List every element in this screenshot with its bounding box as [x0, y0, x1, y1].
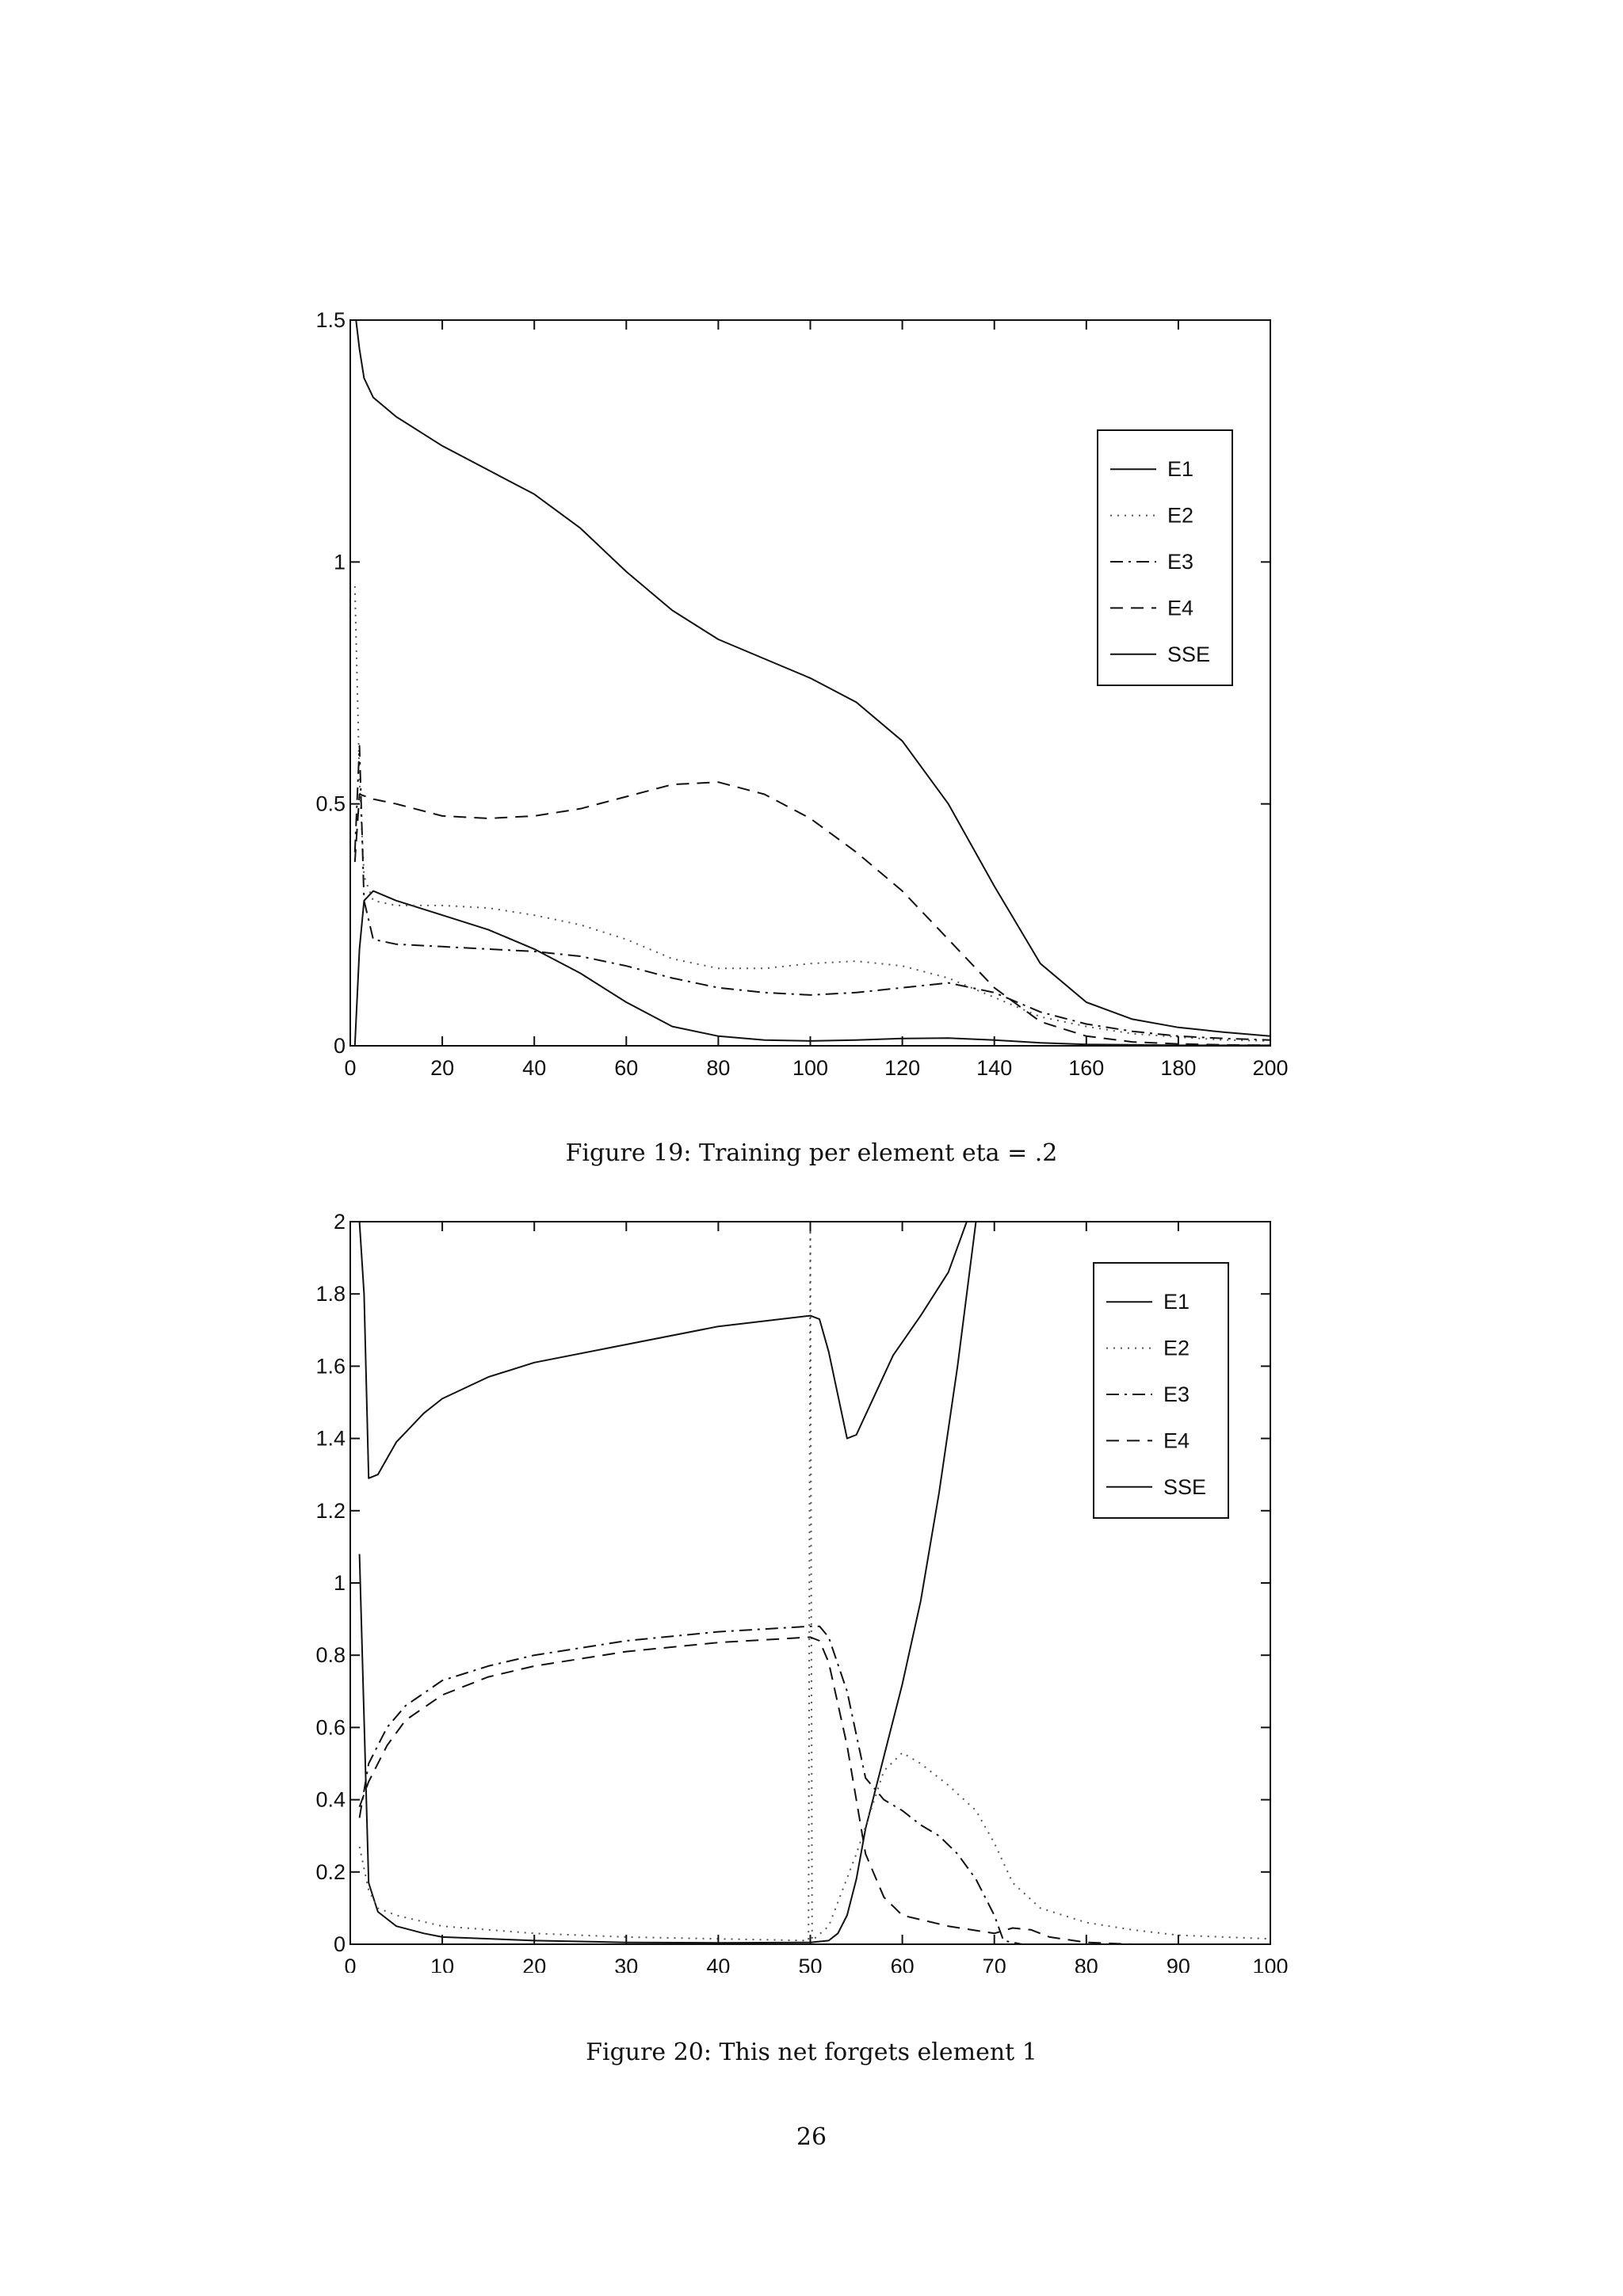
y-tick-label: 1.4 [315, 1426, 346, 1451]
legend-label-e3: E3 [1163, 1383, 1190, 1406]
figure-20-caption: Figure 20: This net forgets element 1 [586, 2039, 1037, 2066]
y-tick-label: 1.2 [315, 1498, 346, 1523]
x-tick-label: 60 [614, 1056, 639, 1077]
legend-label-e1: E1 [1167, 457, 1194, 482]
series-line-e3 [360, 1627, 1086, 1944]
y-tick-label: 1 [333, 550, 346, 574]
figure-19-caption: Figure 19: Training per element eta = .2 [565, 1139, 1058, 1167]
y-tick-label: 1 [333, 1571, 346, 1595]
x-tick-label: 60 [890, 1955, 915, 1973]
y-tick-label: 0.2 [315, 1859, 346, 1884]
chart-figure-20 [0, 1196, 1623, 1973]
x-tick-label: 80 [1074, 1955, 1098, 1973]
figure-19 [0, 301, 1623, 1077]
y-tick-label: 0 [333, 1932, 346, 1956]
legend-label-e2: E2 [1167, 503, 1194, 528]
series-line-e1 [360, 1222, 976, 1943]
y-tick-label: 0.6 [315, 1715, 346, 1740]
page-number: 26 [796, 2123, 827, 2151]
x-tick-label: 20 [522, 1955, 547, 1973]
y-tick-label: 1.5 [315, 308, 346, 332]
x-tick-label: 160 [1068, 1056, 1105, 1077]
series-line-sse [360, 1222, 967, 1478]
x-tick-label: 30 [614, 1955, 639, 1973]
x-tick-label: 40 [522, 1056, 547, 1077]
x-tick-label: 180 [1160, 1056, 1197, 1077]
x-tick-label: 40 [706, 1955, 731, 1973]
legend-label-sse: SSE [1167, 642, 1211, 666]
chart-figure-19 [0, 301, 1623, 1077]
x-tick-label: 120 [884, 1056, 921, 1077]
x-tick-label: 200 [1252, 1056, 1289, 1077]
x-tick-label: 140 [976, 1056, 1013, 1077]
legend-label-e2: E2 [1163, 1336, 1190, 1360]
y-tick-label: 0.5 [315, 791, 346, 816]
x-tick-label: 10 [430, 1955, 455, 1973]
y-tick-label: 1.6 [315, 1354, 346, 1379]
y-tick-label: 0.4 [315, 1787, 346, 1812]
legend-label-e4: E4 [1167, 596, 1194, 620]
legend-label-sse: SSE [1163, 1474, 1207, 1499]
x-tick-label: 0 [344, 1955, 357, 1973]
x-tick-label: 80 [706, 1056, 731, 1077]
y-tick-label: 0 [333, 1034, 346, 1058]
series-line-e4 [360, 1637, 1132, 1944]
figure-20 [0, 1196, 1623, 1973]
series-line-e4 [355, 782, 1270, 1045]
series-line-e1 [355, 891, 1270, 1046]
x-tick-label: 90 [1166, 1955, 1190, 1973]
y-tick-label: 1.8 [315, 1282, 346, 1306]
legend-label-e1: E1 [1163, 1290, 1190, 1314]
x-tick-label: 50 [798, 1955, 823, 1973]
legend-label-e4: E4 [1163, 1428, 1190, 1453]
legend [1094, 1263, 1228, 1518]
x-tick-label: 100 [792, 1056, 829, 1077]
x-tick-label: 0 [344, 1056, 357, 1077]
y-tick-label: 2 [333, 1210, 346, 1234]
series-line-e3 [355, 746, 1270, 1039]
x-tick-label: 70 [982, 1955, 1006, 1973]
x-tick-label: 20 [430, 1056, 455, 1077]
x-tick-label: 100 [1252, 1955, 1289, 1973]
legend [1098, 430, 1232, 685]
legend-label-e3: E3 [1167, 550, 1194, 574]
y-tick-label: 0.8 [315, 1643, 346, 1668]
